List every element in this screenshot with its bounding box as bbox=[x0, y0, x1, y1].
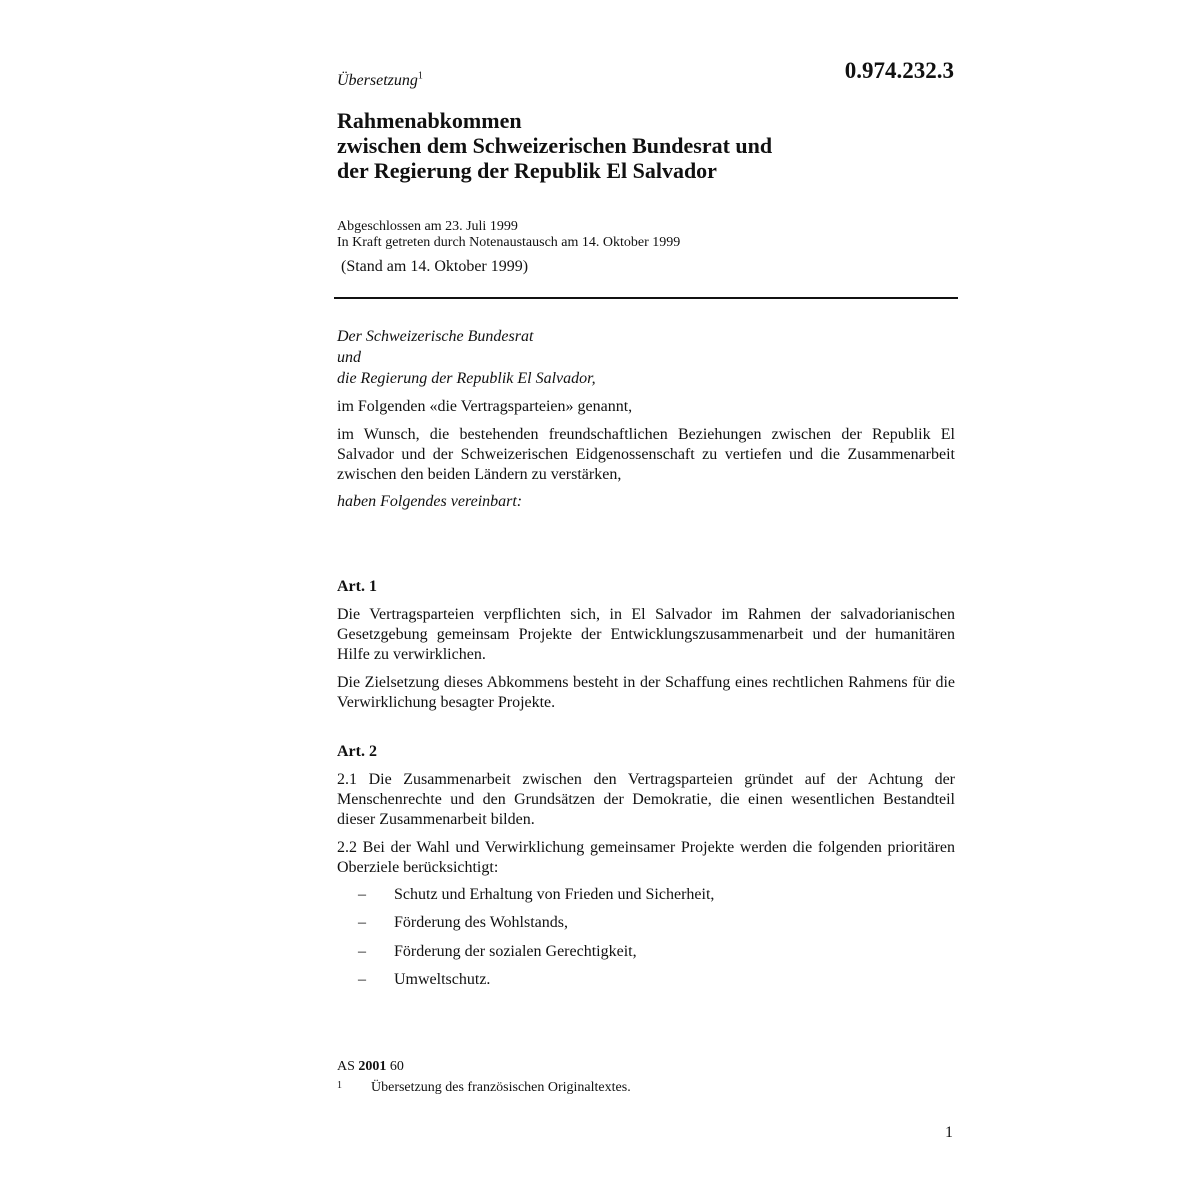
bullet-marker: – bbox=[358, 914, 366, 931]
in-force-date: In Kraft getreten durch Notenaustausch am 14. Oktober 1999 bbox=[337, 235, 681, 250]
preamble-named: im Folgenden «die Vertragsparteien» genannt, bbox=[337, 398, 633, 415]
conclusion-info bbox=[337, 219, 680, 251]
article-1-paragraph-2: Die Zielsetzung dieses Abkommens besteht in der Schaffung eines rechtlichen Rahmens für die Verwirklichung besagter Projekte. bbox=[337, 674, 955, 711]
article-1-paragraph-1: Die Vertragsparteien verpflichten sich, in El Salvador im Rahmen der salvadorianischen Gesetzgebung gemeinsam Projekte der Entwicklungszusammenarbeit und der humanitären Hilfe zu verwirklichen. bbox=[337, 606, 955, 663]
header-divider bbox=[334, 297, 958, 299]
preamble-wish: im Wunsch, die bestehenden freundschaftlichen Beziehungen zwischen der Republik El Salvador und der Schweizerischen Eidgenossenschaft zu vertiefen und die Zusammenarbeit zwischen den beiden Ländern zu verstärken, bbox=[337, 426, 955, 483]
list-item: Umweltschutz. bbox=[394, 971, 491, 988]
as-year: 2001 bbox=[358, 1059, 387, 1074]
preamble-party-2: die Regierung der Republik El Salvador, bbox=[337, 370, 596, 387]
article-2-heading: Art. 2 bbox=[337, 743, 377, 760]
page-number: 1 bbox=[945, 1124, 953, 1141]
article-1-heading: Art. 1 bbox=[337, 578, 377, 595]
bullet-marker: – bbox=[358, 886, 366, 903]
as-reference bbox=[337, 1059, 404, 1075]
preamble-agreed: haben Folgendes vereinbart: bbox=[337, 493, 523, 510]
list-item: Schutz und Erhaltung von Frieden und Sicherheit, bbox=[394, 886, 715, 903]
preamble-and: und bbox=[337, 349, 361, 366]
article-2-paragraph-2: 2.2 Bei der Wahl und Verwirklichung gemeinsamer Projekte werden die folgenden prioritären Oberziele berücksichtigt: bbox=[337, 839, 955, 876]
document-title bbox=[337, 108, 957, 183]
bullet-marker: – bbox=[358, 943, 366, 960]
footnote-number: 1 bbox=[337, 1080, 342, 1091]
list-item: Förderung des Wohlstands, bbox=[394, 914, 568, 931]
title-line-1: Rahmenabkommen bbox=[337, 108, 522, 133]
title-line-2: zwischen dem Schweizerischen Bundesrat und bbox=[337, 133, 773, 158]
translation-label bbox=[337, 72, 423, 90]
article-2-paragraph-1: 2.1 Die Zusammenarbeit zwischen den Vertragsparteien gründet auf der Achtung der Menschenrechte und den Grundsätzen der Demokratie, die einen wesentlichen Bestandteil dieser Zusammenarbeit bilden. bbox=[337, 771, 955, 828]
preamble-party-1: Der Schweizerische Bundesrat bbox=[337, 328, 534, 345]
status-date: (Stand am 14. Oktober 1999) bbox=[341, 258, 529, 275]
footnote-text: Übersetzung des französischen Originaltextes. bbox=[371, 1080, 631, 1095]
sr-number: 0.974.232.3 bbox=[844, 58, 954, 83]
as-prefix: AS bbox=[337, 1059, 355, 1074]
as-page: 60 bbox=[389, 1059, 404, 1074]
footnote-reference[interactable]: 1 bbox=[417, 70, 423, 82]
list-item: Förderung der sozialen Gerechtigkeit, bbox=[394, 943, 637, 960]
concluded-date: Abgeschlossen am 23. Juli 1999 bbox=[337, 219, 518, 234]
title-line-3: der Regierung der Republik El Salvador bbox=[337, 158, 717, 183]
translation-text: Übersetzung bbox=[337, 72, 418, 89]
bullet-marker: – bbox=[358, 971, 366, 988]
